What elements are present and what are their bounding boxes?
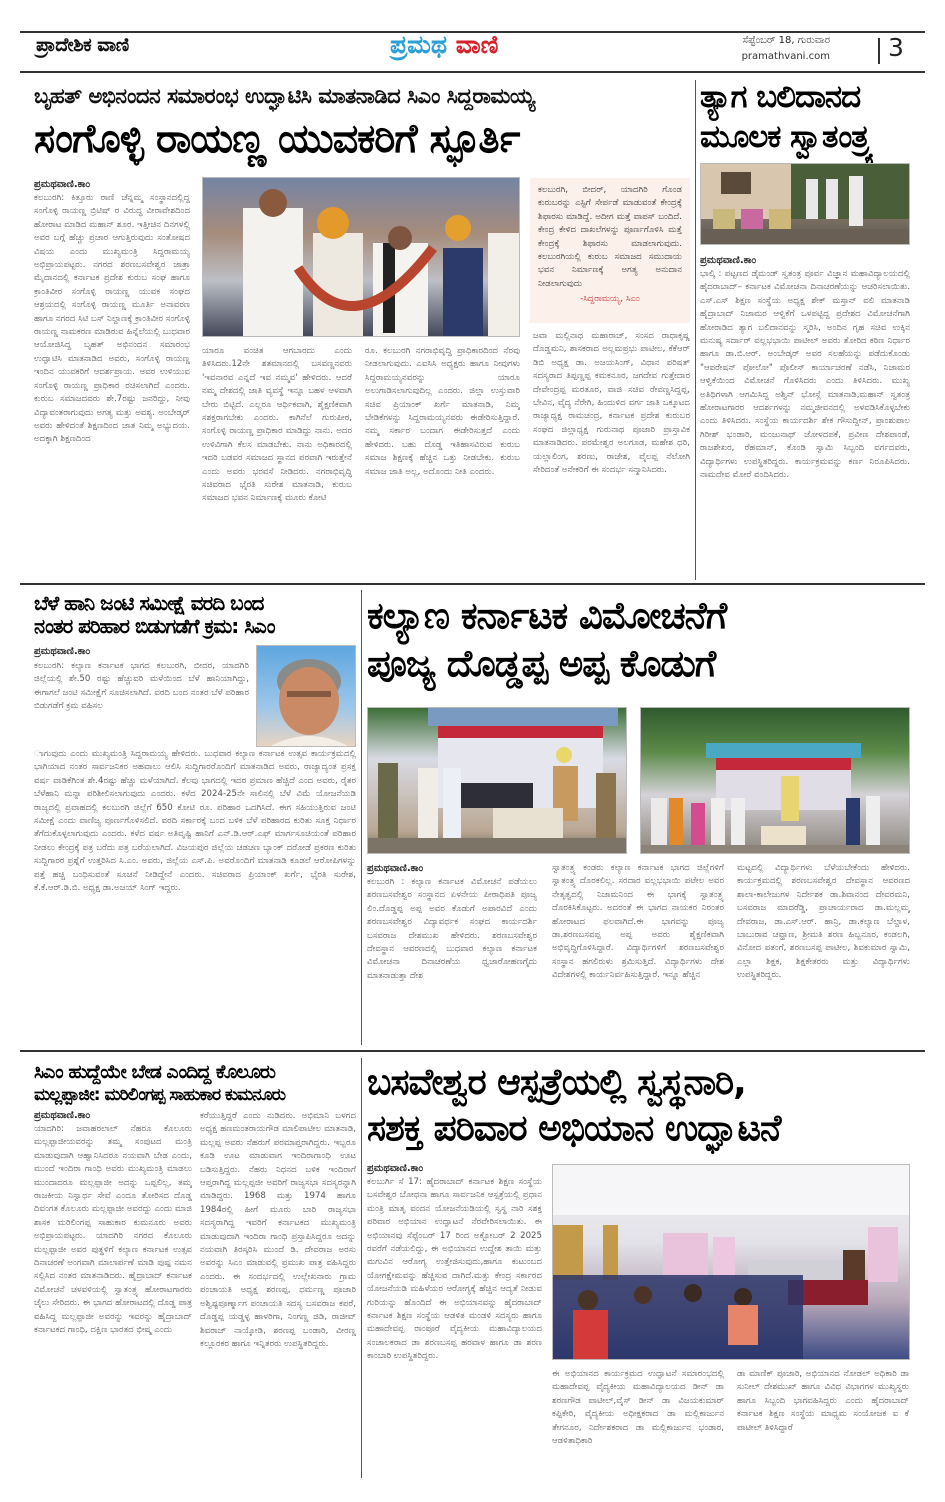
cm-portrait-photo[interactable] <box>256 645 356 747</box>
article-body-col4: ಜವಾ ಮಲ್ಲಿನಾಥ ಮಹಾರಾಜ್, ಸಂಸದ ರಾಧಾಕೃಷ್ಣ ದೊಡ್ಡಮನಿ, ಶಾಸಕರಾದ ಅಲ್ಲಮಪ್ರಭು ಪಾಟೀಲ, ಕೆಕೆಆರ್ ಡಿಬಿ ಅಧ್ಯಕ್ಷ ಡಾ. ಅಜಯಸಿಂಗ್, ವಿಧಾನ ಪರಿಷತ್ ಸದಸ್ಯರಾದ ತಿಪ್ಪಣ್ಣಪ್ಪ ಕಮಕನೂರ, ಜಗದೇವ ಗುತ್ತೇದಾರ ದೇವೇಂದ್ರಪ್ಪ ಮರತೂರ, ವಾಜಿ ಸಚಿವ ರೇವಣ್ಣಸಿದ್ದಪ್ಪ, ಬೇವಿನ, ವೈದ್ಯ ನೆರೇಗಿ, ಹಿಂದುಳಿದ ವರ್ಗ ಜಾತಿ ಒಕ್ಕೂಟದ ರಾಜ್ಯಾಧ್ಯಕ್ಷ ರಾಮಚಂದ್ರ, ಕರ್ನಾಟಕ ಪ್ರದೇಶ ಕುರುಬರ ಸಂಘದ ಜಿಲ್ಲಾಧ್ಯಕ್ಷ ಗುರುನಾಥ ಪೂಜಾರಿ ಪ್ರಾಸ್ತಾವಿಕ ಮಾತನಾಡಿದರು. ಪರಮೇಶ್ವರ ಅಲಗೂಡ, ಮಹೇಶ ಧರಿ, ಯಲ್ಲಾಲಿಂಗ, ಶರಣು, ರಾಜೇಶ, ವೈಲಪ್ಪ ನೆಲೋಗಿ ಸೇರಿದಂತೆ ಅನೇಕರಿಗೆ ಈ ಸಂದರ್ಭ ಸನ್ಮಾನಿಸಿದರು. <box>533 331 690 476</box>
article-headline[interactable]: ಕಲ್ಯಾಣ ಕರ್ನಾಟಕ ವಿಮೋಚನೆಗೆ <box>367 594 727 637</box>
website-link[interactable]: pramathvani.com <box>741 51 830 62</box>
masthead-part1: ಪ್ರಮಥ <box>390 30 448 59</box>
article-headline[interactable]: ಸಿಎಂ ಹುದ್ದೆಯೇ ಬೇಡ ಎಂದಿದ್ದ ಕೊಲೂರು <box>34 1061 275 1083</box>
header-bottom-rule <box>20 71 925 73</box>
article-body-col2: ಕರೆಯುತ್ತಿದ್ದರೆ ಎಂದು ನುಡಿದರು. ಅಭಿಮಾನಿ ಬಳಗದ ಅಧ್ಯಕ್ಷ ಹಣಮಂತರಾಯಗೌಡ ಮಾಲಿಪಾಟೀಲ ಮಾತನಾಡಿ, ಮಲ್ಲಪ್ಪ ಅವರು ನೆಹರುಗೆ ಪರಮಾಪ್ತರಾಗಿದ್ದರು. ಇಬ್ಬರೂ ಕೂಡಿ ಊಟ ಮಾಡುವಾಗ ಇಂದಿರಾಗಾಂಧಿ ಊಟ ಬಡಿಸುತ್ತಿದ್ದರು. ನೆಹರು ನಿಧನದ ಬಳಿಕ ಇಂದಿರಾಗೆ ಆಪ್ತರಾಗಿದ್ದ ಮಲ್ಲಪ್ಪಜೀ ಅವರಿಗೆ ರಾಜ್ಯಸಭಾ ಸದಸ್ಯರನ್ನಾಗಿ ಮಾಡಿದ್ದರು. 1968 ಮತ್ತು 1974 ಹಾಗೂ 1984ರಲ್ಲಿ ಹೀಗೆ ಮೂರು ಬಾರಿ ರಾಜ್ಯಸಭಾ ಸದಸ್ಯರಾಗಿದ್ದ ಇವರಿಗೆ ಕರ್ನಾಟಕದ ಮುಖ್ಯಮಂತ್ರಿ ಮಾಡುವುದಾಗಿ ಇಂದಿರಾ ಗಾಂಧಿ ಪ್ರಸ್ತಾಪಿಸಿದ್ದರೂ ಅದನ್ನು ನಯವಾಗಿ ತಿರಸ್ಕರಿಸಿ ಮುಂದೆ ಡಿ. ದೇವರಾಜ ಅರಸು ಅವರನ್ನು ಸಿಎಂ ಮಾಡುವಲ್ಲಿ ಪ್ರಮುಖ ಪಾತ್ರ ವಹಿಸಿದ್ದರು ಎಂದರು. ಈ ಸಂದರ್ಭದಲ್ಲಿ ಉಲ್ಲೇಖನಾರು ಗ್ರಾಮ ಪಂಚಾಯತಿ ಅಧ್ಯಕ್ಷ ಶರಣಪ್ಪ, ಧರ್ಮಣ್ಣ ಪೂಜಾರಿ ಅಶ್ವಿಷ್ಟಪೂರ್ಣ್ಮಾಗ ಪಂಚಾಯತಿ ಸದಸ್ಯ ಬಸವರಾಜ ಕಪರೆ, ದೊಡ್ಡಪ್ಪ ಯಡ್ಡಳ್ಳ ಹಾಳರಿಗಾ, ನಿಂಗಣ್ಣ ಜಿಡಿ, ರಾಜೀವ್ ಶಿವರಾಜ್ ನಾಯ್ಕೋಡಿ, ಶರಣಪ್ಪ ಬಂಡಾರಿ, ವೀರಣ್ಣ ಕಲ್ಲೂರಕರ ಹಾಗೂ ಇನ್ನಿತರರು ಉಪಸ್ಥಿತರಿದ್ದರು. <box>200 1111 356 1349</box>
column-divider <box>361 590 362 1045</box>
article-photo[interactable] <box>202 177 520 337</box>
photo-tribute-event <box>701 164 910 245</box>
article-body-col1: ಕಲಬುರಗಿ : ಕಲ್ಯಾಣ ಕರ್ನಾಟಕ ವಿಮೋಚನೆ ಪಡೆಯಲು ಶರಣಬಸವೇಶ್ವರ ಸಂಸ್ಥಾನದ ಏಳನೇಯ ಪೀಠಾಧಿಪತಿ ಪೂಜ್ಯ ಲಿಂ.ದೊಡ್ಡಪ್ಪ ಅಪ್ಪ ಅವರ ಕೊಡುಗೆ ಅಪಾರವಿದೆ ಎಂದು ಶರಣಬಸವೇಶ್ವರ ವಿದ್ಯಾವರ್ಧಕ ಸಂಘದ ಕಾರ್ಯದರ್ಶಿ ಬಸವರಾಜ ದೇಶಮುಖ ಹೇಳಿದರು. ಶರಣಬಸವೇಶ್ವರ ದೇವಸ್ಥಾನ ಆವರಣದಲ್ಲಿ ಬುಧವಾರ ಕಲ್ಯಾಣ ಕರ್ನಾಟಕ ವಿಮೋಚನಾ ದಿನಾಚರಣೆಯ ಧ್ವಜಾರೋಹಣಗೈದು ಮಾತನಾಡುತ್ತಾ ದೇಶ <box>367 877 537 981</box>
article-body-left: ಕಲಬುರ್ಗಿ ಸೆ 17: ಹೈದರಾಬಾದ್ ಕರ್ನಾಟಕ ಶಿಕ್ಷಣ ಸಂಸ್ಥೆಯ ಬಸವೇಶ್ವರ ಬೋಧನಾ ಹಾಗೂ ಸಾರ್ವಜನಿಕ ಆಸ್ಪತ್ರೆಯಲ್ಲಿ ಪ್ರಧಾನ ಮಂತ್ರಿ ಮಾತೃ ವಂದನ ಯೋಜನೆಯಡಿಯಲ್ಲಿ ಸ್ವಸ್ಥ ನಾರಿ ಸಶಕ್ತ ಪರಿವಾರ ಅಭಿಯಾನ ಉದ್ಘಾಟನೆ ನೆರವೇರಿಸಲಾಯಿತು. ಈ ಅಭಿಯಾನವು ಸೆಪ್ಟೆಂಬರ್ 17 ರಿಂದ ಅಕ್ಟೋಬರ್ 2 2025 ರವರೆಗೆ ನಡೆಯಲಿದ್ದು, ಈ ಅಭಿಯಾನದ ಉದ್ದೇಶ ತಾಯಿ ಮತ್ತು ಮಗುವಿನ ಆರೋಗ್ಯ ಉತ್ತೇಜಿಸುವುದು,ಹಾಗೂ ಕುಟುಂಬದ ಯೋಗಕ್ಷೇಮವನ್ನು ಹೆಚ್ಚಿಸುವ ದಾಗಿದೆ.ಮತ್ತು ಕೇಂದ್ರ ಸರ್ಕಾರದ ಯೋಜನೆಯಡಿ ಮಹಿಳೆಯರ ಆರೋಗ್ಯಕ್ಕೆ ಹೆಚ್ಚಿನ ಆದ್ಯತೆ ನೀಡುವ ಗುರಿಯನ್ನು ಹೊಂದಿದೆ ಈ ಅಭಿಯಾನವನ್ನು ಹೈದರಾಬಾದ್ ಕರ್ನಾಟಕ ಶಿಕ್ಷಣ ಸಂಸ್ಥೆಯ ಆಡಳಿತ ಮಂಡಳಿ ಸದಸ್ಯರು ಹಾಗೂ ಮಹಾದೇವಪ್ಪ ರಾಂಪೂರೆ ವೈದ್ಯಕೀಯ ಮಹಾವಿದ್ಯಾಲಯದ ಸಂಚಾಲಕರಾದ ಡಾ ಶರಣಬಸಪ್ಪ ಹರವಾಳ ಹಾಗೂ ಡಾ ಶರಣ ಕಾಂಬಾರಿ ಉಪಸ್ಥಿತರಿದ್ದರು. <box>367 1177 542 1362</box>
section-divider <box>20 1050 925 1052</box>
article-body-col3: ಮಟ್ಟದಲ್ಲಿ ವಿದ್ಯಾರ್ಥಿಗಳು ಬೆಳೆಯಬೇಕೆಂದು ಹೇಳಿದರು. ಕಾರ್ಯಕ್ರಮದಲ್ಲಿ ಶರಣಬಸವೇಶ್ವರ ದೇವಸ್ಥಾನ ಆವರಣದ ಶಾಲಾ-ಕಾಲೇಜುಗಳ ನಿರ್ದೇಶಕ ಡಾ.ಶಿವಾನಂದ ದೇವರಮನಿ, ಬಸವರಾಜ ಮಾದರೆಡ್ಡಿ, ಪ್ರಾಚಾರ್ಯರಾದ ಡಾ.ಮಲ್ಲಮ್ಮ ದೇವರಾಜ, ಡಾ.ಎಸ್.ಆರ್. ಹಾನ್ರಿ, ಡಾ.ಕಲ್ಯಾಣ ಬೆಲ್ದಾಳ, ಬಾಬುರಾವ ಚವ್ಹಾಣ, ಶ್ರೀಮತಿ ಶರಣ ಹಿಬ್ಬನೂರ, ಕಂಡಲಗಿ, ವಿನೋದ ಪತಂಗೆ, ಶರಣಬಸಪ್ಪ ಪಾಟೀಲ, ಶಿವಕುಮಾರ ಸ್ವಾಮಿ, ಎಲ್ಲಾ ಶಿಕ್ಷಕ, ಶಿಕ್ಷಕೇತರರು ಮತ್ತು ವಿದ್ಯಾರ್ಥಿಗಳು ಉಪಸ್ಥಿತರಿದ್ದರು. <box>737 863 910 981</box>
article-headline-line2[interactable]: ಪೂಜ್ಯ ದೊಡ್ಡಪ್ಪ ಅಪ್ಪ ಕೊಡುಗೆ <box>367 642 716 685</box>
column-divider <box>361 1058 362 1478</box>
byline: ಪ್ರಮಥವಾಣಿ.ಕಾಂ <box>34 179 91 190</box>
section-divider <box>20 583 925 585</box>
photo-hall-audience <box>553 1165 910 1360</box>
article-body-col2: ಯಾರೂ ವಂಚಿತ ಆಗಬಾರದು ಎಂದು ತಿಳಿಸಿದರು.12ನೇ ಶತಮಾನದಲ್ಲಿ ಬಸವಣ್ಣನವರು 'ಇವನಾರವ ಎನ್ನದೆ ಇವ ನಮ್ಮವ' ಹೇಳಿದರು. ಆದರೆ ನಮ್ಮ ದೇಶದಲ್ಲಿ ಜಾತಿ ವ್ಯವಸ್ಥೆ ಇನ್ನೂ ಬಹಳ ಆಳವಾಗಿ ಬೇರು ಬಿಟ್ಟಿದೆ. ಎಲ್ಲರೂ ಆರ್ಥಿಕವಾಗಿ, ಶೈಕ್ಷಣಿಕವಾಗಿ ಸಶಕ್ತರಾಗಬೇಕು ಎಂದರು. ಕಾಗಿನೆಲೆ ಗುರುಪೀಠ, ಸಂಗೊಳ್ಳಿ ರಾಯಣ್ಣ ಪ್ರಾಧಿಕಾರ ಮಾಡಿದ್ದು ನಾನು. ಅದರ ಉಳಿವಿಗಾಗಿ ಕೆಲಸ ಮಾಡಬೇಕು. ನಾನು ಅಧಿಕಾರದಲ್ಲಿ ಇದರಿ ಬಡವರ ಸಮಾಜದ ಸ್ಥಾನದ ಪರವಾಗಿ ಇರುತ್ತೇನೆ ಎಂದು ಅವರು ಭರವಸೆ ನೀಡಿದರು. ನಗರಾಭಿವೃದ್ಧಿ ಸಚಿವರಾದ ಭೈರತಿ ಸುರೇಶ ಮಾತನಾಡಿ, ಕುರುಬ ಸಮಾಜದ ಭವನ ನಿರ್ಮಾಣಕ್ಕೆ ಮೂರು ಕೋಟಿ <box>202 346 352 504</box>
article-body: ಭಾಲ್ಕಿ : ಪಟ್ಟಣದ ಡೈಮಂಡ್ ಸ್ವತಂತ್ರ ಪೂರ್ವ ವಿಜ್ಞಾನ ಮಹಾವಿದ್ಯಾಲಯದಲ್ಲಿ ಹೈದರಾಬಾದ್– ಕರ್ನಾಟಕ ವಿಮೋಚನಾ ದಿನಾಚರಣೆಯನ್ನು ಆಚರಿಸಲಾಯಿತು. ಎಸ್.ಎಸ್ ಶಿಕ್ಷಣ ಸಂಸ್ಥೆಯ ಅಧ್ಯಕ್ಷ ಶೇಕ್ ಮಸ್ತಾನ್ ವಲಿ ಮಾತನಾಡಿ ಹೈದ್ರಾಬಾದ್ ನಿಜಾಮರ ಆಳ್ವಿಕೆಗೆ ಒಳಪಟ್ಟಿದ್ದ ಪ್ರದೇಶದ ವಿಮೋಚನೆಗಾಗಿ ಹೋರಾಡಿದ ತ್ಯಾಗ ಬಲಿದಾನವನ್ನು ಸ್ಮರಿಸಿ, ಅಂದಿನ ಗೃಹ ಸಚಿವ ಉಕ್ಕಿನ ಮನುಷ್ಯ ಸರ್ದಾರ್ ವಲ್ಲಭಭಾಯಿ ಪಾಟೀಲ್ ಅವರು ತೋರಿದ ಕಠಿಣ ನಿರ್ಧಾರ ಹಾಗೂ ಡಾ.ಬಿ.ಆರ್. ಅಂಬೇಡ್ಕರ್ ಅವರ ಸಲಹೆಯನ್ನು ಪಡೆದುಕೊಂಡು "ಆಪರೇಷನ್ ಪೋಲೋ" ಪೊಲೀಸ್ ಕಾರ್ಯಾಚರಣೆ ನಡೆಸಿ, ನಿಜಾಮರ ಆಳ್ವಿಕೆಯಿಂದ ವಿಮೋಚನೆ ಗೊಳಿಸಿದರು ಎಂದು ತಿಳಿಸಿದರು. ಮುಖ್ಯ ಅತಿಥಿಗಳಾಗಿ ಆಗಮಿಸಿದ್ದ ಅಶ್ವಿನ್ ಭೋಸ್ಲೆ ಮಾತನಾಡಿ,ಮಹಾನ್ ಸ್ವತಂತ್ರ ಹೋರಾಟಗಾರರ ಆದರ್ಶಗಳನ್ನು ನಮ್ಮಜೀವನದಲ್ಲಿ ಅಳವಡಿಸಿಕೊಳ್ಳಬೇಕು ಎಂದು ತಿಳಿಸಿದರು. ಸಂಸ್ಥೆಯ ಕಾರ್ಯದರ್ಶಿ ಶೇಕ ಗೌಸುದ್ದೀನ್, ಪ್ರಾಂಶುಪಾಲ ಗಿರೀಶ್ ಭಂಡಾರಿ, ಮಂಜುನಾಥ್ ಜೋಳದಪಕೆ, ಪ್ರವೀಣ ದೇಶಪಾಂಡೆ, ರಾಜಶೇಖರ, ರೆಹಮಾನ್, ಕೊಂಡಿ ಸ್ವಾಮಿ ಸಿಬ್ಬಂದಿ ವರ್ಗದವರು, ವಿದ್ಯಾರ್ಥಿಗಳು ಉಪಸ್ಥಿತರಿದ್ದರು. ಕಾರ್ಯಕ್ರಮವನ್ನು ಕರ್ಣ ನಿರೂಪಿಸಿದರು. ನಾಮದೇವ ಮೋರೆ ವಂದಿಸಿದರು. <box>700 269 910 481</box>
article-headline[interactable]: ಬಸವೇಶ್ವರ ಆಸ್ಪತ್ರೆಯಲ್ಲಿ ಸ್ವಸ್ಥನಾರಿ, <box>367 1062 746 1103</box>
article-headline[interactable]: ತ್ಯಾಗ ಬಲಿದಾನದ <box>700 79 861 115</box>
article-headline[interactable]: ಸಂಗೊಳ್ಳಿ ರಾಯಣ್ಣ ಯುವಕರಿಗೆ ಸ್ಫೂರ್ತಿ <box>34 116 520 162</box>
masthead-logo[interactable] <box>390 30 498 60</box>
article-photo[interactable] <box>700 163 910 245</box>
article-kicker: ಬೃಹತ್ ಅಭಿನಂದನ ಸಮಾರಂಭ ಉದ್ಘಾಟಿಸಿ ಮಾತನಾಡಿದ ಸಿಎಂ ಸಿದ್ದರಾಮಯ್ಯ <box>34 84 535 108</box>
byline: ಪ್ರಮಥವಾಣಿ.ಕಾಂ <box>367 863 424 874</box>
byline: ಪ್ರಮಥವಾಣಿ.ಕಾಂ <box>700 255 757 266</box>
article-body-col1: ಕಲಬುರಗಿ: ಕಿತ್ತೂರು ರಾಣಿ ಚೆನ್ನಮ್ಮ ಸಂಸ್ಥಾನದಲ್ಲಿದ್ದ ಸಂಗೊಳ್ಳಿ ರಾಯಣ್ಣ ಬ್ರಿಟಿಷ್ ರ ವಿರುದ್ಧ ವೀರಾವೇಶದಿಂದ ಹೋರಾಟ ಮಾಡಿದ ಮಹಾನ್ ಶೂರ. ಇತ್ತೀಚಿನ ದಿನಗಳಲ್ಲಿ ಅವರ ಬಗ್ಗೆ ಹೆಚ್ಚು ಪ್ರಚಾರ ಆಗುತ್ತಿರುವುದು ಸಂತೋಷದ ವಿಷಯ ಎಂದು ಮುಖ್ಯಮಂತ್ರಿ ಸಿದ್ದರಾಮಯ್ಯ ಅಭಿಪ್ರಾಯಪಟ್ಟರು. ನಗರದ ಶರಣಬಸವೇಶ್ವರ ಜಾತ್ರಾ ಮೈದಾನದಲ್ಲಿ ಕರ್ನಾಟಕ ಪ್ರದೇಶ ಕುರುಬ ಸಂಘ ಹಾಗೂ ಕ್ರಾಂತಿವೀರ ಸಂಗೊಳ್ಳಿ ರಾಯಣ್ಣ ಯುವಕ ಸಂಘದ ಆಶ್ರಯದಲ್ಲಿ ಸಂಗೊಳ್ಳಿ ರಾಯಣ್ಣ ಮೂರ್ತಿ ಅನಾವರಣ ಹಾಗೂ ನಗರದ ಸಿಟಿ ಬಸ್ ನಿಲ್ದಾಣಕ್ಕೆ ಕ್ರಾಂತಿವೀರ ಸಂಗೊಳ್ಳಿ ರಾಯಣ್ಣ ನಾಮಕರಣ ಮಾಡಿರುವ ಹಿನ್ನೆಲೆಯಲ್ಲಿ ಬುಧವಾರ ಆಯೋಜಿಸಿದ್ದ ಬೃಹತ್ ಅಭಿನಂದನ ಸಮಾರಂಭ ಉದ್ಘಾಟಿಸಿ ಮಾತನಾಡಿದ ಅವರು, ಸಂಗೊಳ್ಳಿ ರಾಯಣ್ಣ ಇಂದಿನ ಯುವಕರಿಗೆ ಆದರ್ಶಪ್ರಾಯ. ಅವರ ಉಳಿಯುವ ಸಂಗೊಳ್ಳಿ ರಾಯಣ್ಣ ಪ್ರಾಧಿಕಾರ ರಚಿಸಲಾಗಿದೆ ಎಂದರು. ಕುರುಬ ಸಮಾಜದವರು ಶೇ.7ರಷ್ಟು ಜನರಿದ್ದು, ನೀವು ವಿದ್ಯಾವಂತರಾಗುವುದು ಅಗತ್ಯ ಮತ್ತು ಅವಶ್ಯ. ಅಂಬೇಡ್ಕರ್ ಅವರು ಹೇಳಿದಂತೆ ಶಿಕ್ಷಣದಿಂದ ಜಾತ ನಿಮ್ಮ ಅಭ್ಯುದಯ. ಅದಕ್ಕಾಗಿ ಶಿಕ್ಷಣದಿಂದ <box>34 193 190 445</box>
byline: ಪ್ರಮಥವಾಣಿ.ಕಾಂ <box>34 1110 91 1121</box>
section-title: ಪ್ರಾದೇಶಿಕ ವಾಣಿ <box>36 34 129 56</box>
event-photo-1[interactable] <box>367 707 627 854</box>
page-number-divider <box>878 38 880 64</box>
event-photo-2[interactable] <box>640 707 910 854</box>
article-body-right-col2: ಡಾ ಮಾಣಿಕ್ ಪೂಜಾರಿ, ಅಭಿಯಾನದ ನೋಡಲ್ ಅಧಿಕಾರಿ ಡಾ ಸುನೀಲ್ ದೇಶಮುಖ್ ಹಾಗೂ ವಿವಿಧ ವಿಭಾಗಗಳ ಮುಖ್ಯಸ್ಥರು ಹಾಗೂ ಸಿಬ್ಬಂದಿ ಭಾಗವಹಿಸಿದ್ದರು ಎಂದು ಹೈದರಾಬಾದ್ ಕರ್ನಾಟಕ ಶಿಕ್ಷಣ ಸಂಸ್ಥೆಯ ಮಾಧ್ಯಮ ಸಂಯೋಜಕ ಐ ಕೆ ಪಾಟೀಲ್ ತಿಳಿಸಿದ್ದಾರೆ <box>737 1369 909 1433</box>
article-body-col2: ಸ್ವಾತಂತ್ರ್ಯ ಕಂಡರು ಕಲ್ಯಾಣ ಕರ್ನಾಟಕ ಭಾಗದ ಜಿಲ್ಲೆಗಳಿಗೆ ಸ್ವಾತಂತ್ರ್ಯ ದೊರಕಲಿಲ್ಲ. ಸರದಾರ ವಲ್ಲಭಭಾಯಿ ಪಟೇಲ ಅವರ ನೇತೃತ್ವದಲ್ಲಿ ನಿಜಾಮನಿಂದ ಈ ಭಾಗಕ್ಕೆ ಸ್ವಾತಂತ್ರ್ಯ ದೊರಕಿಸಿಕೊಟ್ಟರು. ಅದರಂತೆ ಈ ಭಾಗದ ನಾಯಕರ ನಿರಂತರ ಹೋರಾಟದ ಫಲವಾಗಿದೆ.ಈ ಭಾಗವನ್ನು ಪೂಜ್ಯ ಡಾ.ಶರಣಬಸವಪ್ಪ ಅಪ್ಪ ಅವರು ಶೈಕ್ಷಣಿಕವಾಗಿ ಅಭಿವೃದ್ಧಿಗೊಳಿಸಿದ್ದಾರೆ. ವಿದ್ಯಾರ್ಥಿಗಳಿಗೆ ಶರಣಬಸವೇಶ್ವರ ಸಂಸ್ಥಾನ ಹಗಲಿರುಳು ಶ್ರಮಿಸುತ್ತಿದೆ. ವಿದ್ಯಾರ್ಥಿಗಳು ದೇಶ ವಿದೇಶಗಳಲ್ಲಿ ಕಾರ್ಯನಿರ್ವಹಿಸುತ್ತಿದ್ದಾರೆ. ಇನ್ನೂ ಹೆಚ್ಚಿನ <box>552 863 724 981</box>
photo-cm-portrait <box>257 646 356 747</box>
article-body-col3: ರೂ. ಕಲಬುರಗಿ ನಗರಾಭಿವೃದ್ಧಿ ಪ್ರಾಧಿಕಾರದಿಂದ ನೆರವು ನೀಡಲಾಗುವುದು. ಎಐಸಿಸಿ ಅಧ್ಯಕ್ಷರು ಹಾಗೂ ನೀವುಗಳು ಸಿದ್ದರಾಮಯ್ಯನವರನ್ನು ಯಾರೂ ಅಲುಗಾಡಿಸಲಾಗುವುದಿಲ್ಲ ಎಂದರು. ಜಿಲ್ಲಾ ಉಸ್ತುವಾರಿ ಸಚಿವ ಪ್ರಿಯಾಂಕ್ ಖರ್ಗೆ ಮಾತನಾಡಿ, ನಿಮ್ಮ ಬೇಡಿಕೆಗಳನ್ನು ಸಿದ್ದರಾಮಯ್ಯನವರು ಈಡೇರಿಸುತ್ತಿದ್ದಾರೆ. ನಮ್ಮ ಸರ್ಕಾರ ಬಂದಾಗ ಈಡೇರಿಸುತ್ತದೆ ಎಂದು ಹೇಳಿದರು. ಬಹು ದೊಡ್ಡ ಇತಿಹಾಸವಿರುವ ಕುರುಬ ಸಮಾಜ ಶಿಕ್ಷಣಕ್ಕೆ ಹೆಚ್ಚಿನ ಒತ್ತು ನೀಡಬೇಕು. ಕುರುಬ ಸಮಾಜ ಜಾತಿ ಅಲ್ಲ, ಅದೊಂದು ನೀತಿ ಎಂದರು. <box>365 346 520 477</box>
issue-date: ಸೆಪ್ಟೆಂಬರ್ 18, ಗುರುವಾರ <box>742 35 830 46</box>
article-headline-line2[interactable]: ಸಶಕ್ತ ಪರಿವಾರ ಅಭಿಯಾನ ಉದ್ಘಾಟನೆ <box>367 1108 781 1149</box>
article-headline-line2[interactable]: ಮಲ್ಲಪ್ಪಾಜೀ: ಮರಿಲಿಂಗಪ್ಪ ಸಾಹುಕಾರ ಕುಮನೂರು <box>34 1085 285 1105</box>
article-body: ಕಲಬುರಗಿ: ಕಲ್ಯಾಣ ಕರ್ನಾಟಕ ಭಾಗದ ಕಲಬುರಗಿ, ಬೀದರ, ಯಾದಗಿರಿ ಜಿಲ್ಲೆಯಲ್ಲಿ ಶೇ.50 ರಷ್ಟು ಹೆಚ್ಚುವರಿ ಮಳೆಯಿಂದ ಬೆಳೆ ಹಾನಿಯಾಗಿದ್ದು, ಈಗಾಗಲೆ ಜಂಟಿ ಸಮೀಕ್ಷೆಗೆ ಸೂಚಿಸಲಾಗಿದೆ. ವರದಿ ಬಂದ ನಂತರ ಬೆಳೆ ಪರಿಹಾರ ಬಿಡುಗಡೆಗೆ ಕ್ರಮ ವಹಿಸಲ <box>34 661 249 712</box>
page-number: 3 <box>888 33 904 62</box>
masthead-part2: ವಾಣಿ <box>455 30 499 59</box>
article-photo[interactable] <box>552 1164 910 1360</box>
photo-garland-ceremony <box>203 178 520 337</box>
pull-quote <box>530 178 690 323</box>
article-body-col1: ಯಾದಗಿರಿ: ಜವಾಹರಲಾಲ್ ನೆಹರೂ ಕೊಲೂರು ಮಲ್ಲಪ್ಪಾಜೀಯವರನ್ನು ತಮ್ಮ ಸಂಪುಟದ ಮಂತ್ರಿ ಮಾಡುವುದಾಗಿ ಆಹ್ವಾನಿಸಿದರೂ ನಯವಾಗಿ ಬೇಡ ಎಂದು, ಮುಂದೆ ಇಂದಿರಾ ಗಾಂಧಿ ಅವರು ಮುಖ್ಯಮಂತ್ರಿ ಮಾಡಲು ಮುಂದಾದರೂ ಮಲ್ಲಪ್ಪಾಜೀ ಅದನ್ನು ಒಪ್ಪಲಿಲ್ಲ, ತಮ್ಮ ರಾಜಕೀಯ ನಿಸ್ವಾರ್ಥ ಸೇವೆ ಎಂದೂ ತೋರಿಸದ ದೊಡ್ಡ ದಿವಂಗತ ಕೊಲೂರು ಮಲ್ಲಪ್ಪಾಜೀ ಅವರದ್ದು ಎಂದು ಮಾಜಿ ಶಾಸಕ ಮರಿಲಿಂಗಪ್ಪ ಸಾಹುಕಾರ ಕುಮನೂರು ಅವರು ಅಭಿಪ್ರಾಯಪಟ್ಟರು. ಯಾದಗಿರಿ ನಗರದ ಕೊಲೂರು ಮಲ್ಲಪ್ಪಾಜೀ ಅವರ ಪುತ್ಥಳಿಗೆ ಕಲ್ಯಾಣ ಕರ್ನಾಟಕ ಉತ್ಸವ ದಿನಾಚರಣೆ ಅಂಗವಾಗಿ ಮಾಲಾರ್ಪಣೆ ಮಾಡಿ ಪುಷ್ಪ ನಮನ ಸಲ್ಲಿಸಿದ ನಂತರ ಮಾತನಾಡಿದರು. ಹೈದ್ರಾಬಾದ್ ಕರ್ನಾಟಕ ವಿಮೋಚನೆ ಚಳವಳಿಯಲ್ಲಿ ಸ್ವಾತಂತ್ರ್ಯ ಹೋರಾಟಗಾರರು ಜೈಲು ಸೇರಿದರು. ಈ ಭಾಗದ ಹೋರಾಟದಲ್ಲಿ ದೊಡ್ಡ ಪಾತ್ರ ವಹಿಸಿದ್ದ ಮಲ್ಲಪ್ಪಾಜೀ ಅವರನ್ನು ಇವರನ್ನು ಹೈದ್ರಾಬಾದ್ ಕರ್ನಾಟಕದ ಗಾಂಧಿ, ದಕ್ಷಿಣ ಭಾರತದ ಭೀಷ್ಮ ಎಂದು <box>34 1124 192 1336</box>
article-body-continued: ಾಗುವುದು ಎಂದು ಮುಖ್ಯಮಂತ್ರಿ ಸಿದ್ದರಾಮಯ್ಯ ಹೇಳಿದರು. ಬುಧವಾರ ಕಲ್ಯಾಣ ಕರ್ನಾಟಕ ಉತ್ಸವ ಕಾರ್ಯಕ್ರಮದಲ್ಲಿ ಭಾಗಿಯಾದ ನಂತರ ಸಾರ್ವಜನಿಕರ ಅಹವಾಲು ಆಲಿಸಿ ಸುದ್ದಿಗಾರರೊಂದಿಗೆ ಮಾತನಾಡಿದ ಅವರು, ರಾಜ್ಯಾದ್ಯಂತ ಪ್ರಸಕ್ತ ವರ್ಷ ವಾಡಿಕೆಗಿಂತ ಶೇ.4ರಷ್ಟು ಹೆಚ್ಚು ಮಳೆಯಾಗಿದೆ. ಕೆಲವು ಭಾಗದಲ್ಲಿ ಇದರ ಪ್ರಮಾಣ ಹೆಚ್ಚಿದೆ ಎಂದ ಅವರು, ರೈತರ ಬೆಳೆಹಾನಿ ಮನ್ನಾ ಪರಿಶೀಲಿಸಲಾಗುವುದು ಎಂದರು. ಕಳೆದ 2024-25ನೇ ಸಾಲಿನಲ್ಲಿ ಬೆಳೆ ವಿಮೆ ಯೋಜನೆಯಡಿ ರಾಜ್ಯದಲ್ಲಿ ಪ್ರವಾಹದಲ್ಲಿ ಕಲಬುರಗಿ ಜಿಲ್ಲೆಗೆ 650 ಕೋಟಿ ರೂ. ಪರಿಹಾರ ಒದಗಿಸಿದೆ. ಈಗ ಸಹಿಯುತ್ತಿರುವ ಜಂಟಿ ಸಮೀಕ್ಷೆ ಎಂದು ವಾಣಿಜ್ಯ ಪೂರ್ಣಗೊಳಿಸಲಿದೆ. ವರದಿ ಸರ್ಕಾರಕ್ಕೆ ಬಂದ ಬಳಿಕ ಬೆಳೆ ಪರಿಹಾರದ ಕುರಿತು ಸೂಕ್ತ ನಿರ್ಧಾರ ತೆಗೆದುಕೊಳ್ಳಲಾಗುವುದು ಎಂದರು. ಕಳೆದ ವರ್ಷ ಅತಿವೃಷ್ಟಿ ಹಾನಿಗೆ ಎನ್.ಡಿ.ಆರ್.ಎಫ್ ಮಾರ್ಗಸೂಚಿಯಂತೆ ಪರಿಹಾರ ನೀಡಲು ಕೇಂದ್ರಕ್ಕೆ ಪತ್ರ ಬರೆದು ಪತ್ರ ಬರೆಯಲಾಗಿದೆ. ವಿಜಯಪುರ ಜಿಲ್ಲೆಯ ಚಡಚಣ ಬ್ಯಾಂಕ್ ದರೋಡೆ ಪ್ರಕರಣ ಕುರಿತು ಸುದ್ದಿಗಾರರ ಪ್ರಶ್ನೆಗೆ ಉತ್ತರಿಸಿದ ಸಿ.ಎಂ. ಅವರು, ಜಿಲ್ಲೆಯ ಎಸ್.ಪಿ. ಅವರೊಂದಿಗೆ ಮಾತನಾಡಿ ಕೂಡಲೆ ಆರೋಪಿಗಳನ್ನು ಪತ್ತೆ ಹಚ್ಚಿ ಬಂಧಿಸುವಂತೆ ಸೂಚನೆ ನೀಡಿದ್ದೇನೆ ಎಂದರು. ಸಚಿವರಾದ ಪ್ರಿಯಾಂಕ್ ಖರ್ಗೆ, ಭೈರತಿ ಸುರೇಶ, ಕೆ.ಕೆ.ಆರ್.ಡಿ.ಬಿ. ಅಧ್ಯಕ್ಷ ಡಾ.ಅಜಯ್ ಸಿಂಗ್ ಇದ್ದರು. <box>34 749 356 894</box>
photo-podium-speech <box>368 708 627 854</box>
quote-text: ಕಲಬುರಗಿ, ಬೀದರ್, ಯಾದಗಿರಿ ಗೊಂಡ ಕುರುಬರನ್ನು ಎಸ್ಟಿಗೆ ಸೇರ್ಪಡೆ ಮಾಡುವಂತೆ ಕೇಂದ್ರಕ್ಕೆ ಶಿಫಾರಸು ಮಾಡಿದ್ದೆ. ಅದೀಗ ಮತ್ತೆ ವಾಪಸ್ ಬಂದಿದೆ. ಕೇಂದ್ರ ಕೇಳಿದ ದಾಖಲೆಗಳನ್ನು ಪೂರ್ಣಗೊಳಿಸಿ ಮತ್ತೆ ಕೇಂದ್ರಕ್ಕೆ ಶಿಫಾರಸು ಮಾಡಲಾಗುವುದು. ಕಲಬುರಗಿಯಲ್ಲಿ ಕುರುಬ ಸಮಾಜದ ಸಮುದಾಯ ಭವನ ನಿರ್ಮಾಣಕ್ಕೆ ಅಗತ್ಯ ಅನುದಾನ ನೀಡಲಾಗುವುದು <box>538 185 682 289</box>
byline: ಪ್ರಮಥವಾಣಿ.ಕಾಂ <box>367 1163 424 1174</box>
photo-flag-salute <box>641 708 910 854</box>
article-body-right-col1: ಈ ಅಭಿಯಾನದ ಕಾರ್ಯಕ್ರಮದ ಉದ್ಘಾಟನೆ ಸಮಾರಂಭದಲ್ಲಿ ಮಹಾದೇವಪ್ಪ ವೈದ್ಯಕೀಯ ಮಹಾವಿದ್ಯಾಲಯದ ಡೀನ್ ಡಾ ಶರಣಗೌಡ ಪಾಟೀಲ್,ವೈಸ್ ಡೀನ್ ಡಾ ವಿಜಯಕುಮಾರ್ ಕಪ್ಪಿಕೇರಿ, ವೈದ್ಯಕೀಯ ಅಧೀಕ್ಷಕರಾದ ಡಾ ಮಲ್ಲಿಕಾರ್ಜುನ ತೇಗನೂರ, ನಿರ್ದೇಶಕರಾದ ಡಾ ಮಲ್ಲಿಕಾರ್ಜುನ ಭಂಡಾರ, ಆಡಳಿತಾಧಿಕಾರಿ <box>552 1369 724 1447</box>
column-divider <box>695 80 696 580</box>
article-headline[interactable]: ಬೆಳೆ ಹಾನಿ ಜಂಟಿ ಸಮೀಕ್ಷೆ ವರದಿ ಬಂದ <box>34 591 264 615</box>
article-headline-line2[interactable]: ನಂತರ ಪರಿಹಾರ ಬಿಡುಗಡೆಗೆ ಕ್ರಮ: ಸಿಎಂ <box>34 614 275 638</box>
quote-source: -ಸಿದ್ದರಾಮಯ್ಯ, ಸಿಎಂ <box>580 294 640 305</box>
byline: ಪ್ರಮಥವಾಣಿ.ಕಾಂ <box>34 646 91 657</box>
article-headline-line2[interactable]: ಮೂಲಕ ಸ್ವಾತಂತ್ರ್ಯ <box>700 119 874 155</box>
